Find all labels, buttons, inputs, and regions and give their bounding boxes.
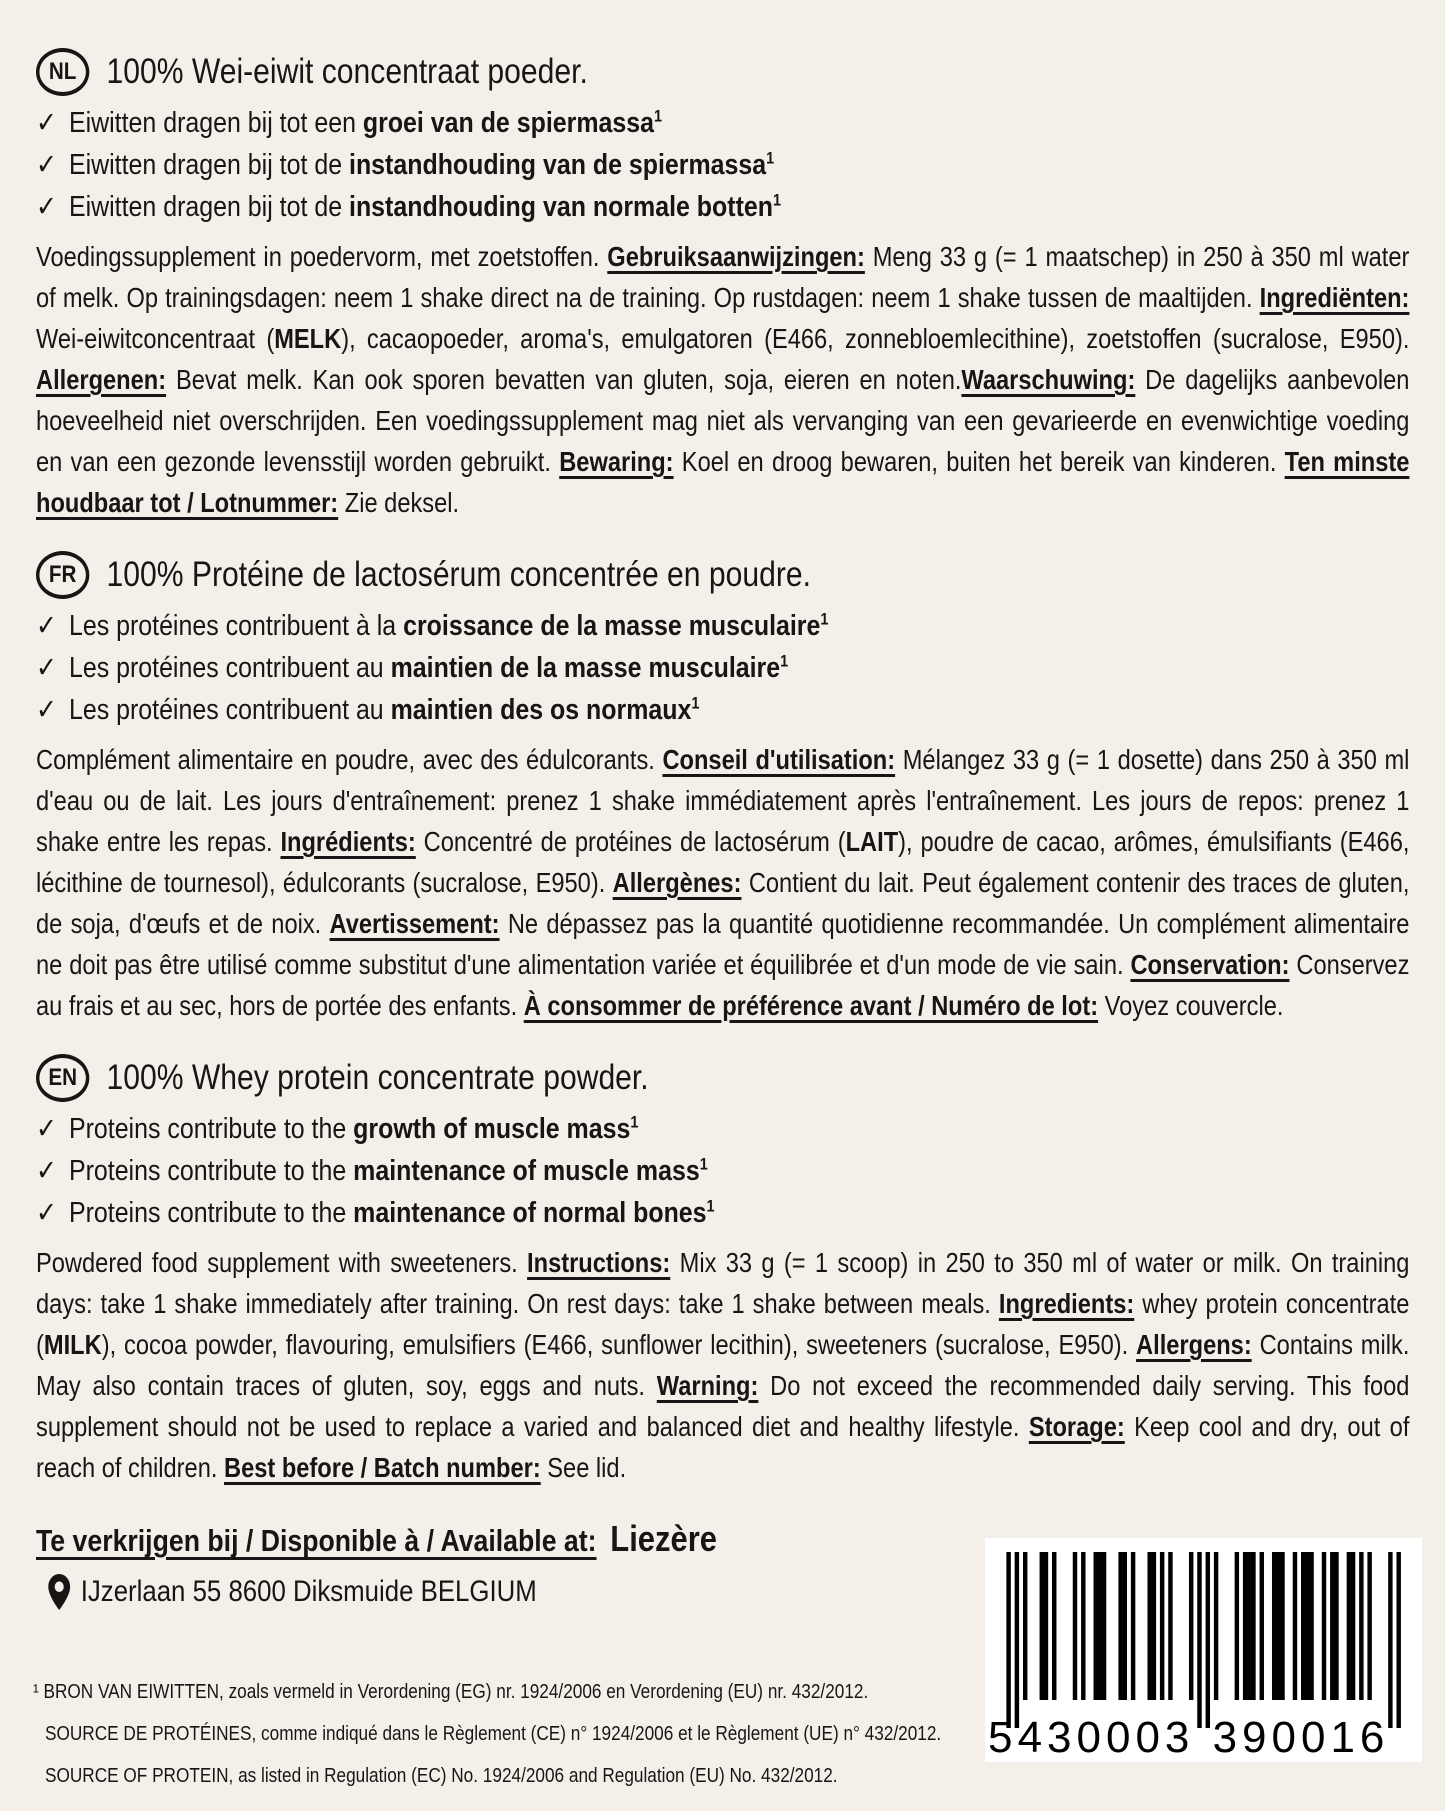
section-en xyxy=(36,1054,1409,1488)
barcode-digit-first: 5 xyxy=(988,1713,1013,1762)
section-body-fr: Complément alimentaire en poudre, avec des édulcorants. Conseil d'utilisation: Mélangez 33 g (= 1 dosette) dans 250 à 350 ml d'eau ou de lait. Les jours d'entraînement: prenez 1 shake immédiatement après l'entraînement. Les jours de repos: prenez 1 shake entre les repas. Ingrédients: Concentré de protéines de lactosérum (LAIT), poudre de cacao, arômes, émulsifiants (E466, lécithine de tournesol), édulcorants (sucralose, E950). Allergènes: Contient du lait. Peut également contenir des traces de gluten, de soja, d'œufs et de noix. Avertissement: Ne dépassez pas la quantité quotidienne recommandée. Un complément alimentaire ne doit pas être utilisé comme substitut d'une alimentation variée et équilibrée et d'un mode de vie sain. Conservation: Conservez au frais et au sec, hors de portée des enfants. À consommer de préférence avant / Numéro de lot: Voyez couvercle. xyxy=(36,744,1410,1021)
claim-text: Eiwitten dragen bij tot de instandhouding van de spiermassa$^1$ xyxy=(68,148,775,181)
section-nl xyxy=(36,48,1409,523)
claim-text: Les protéines contribuent au maintien de la masse musculaire$^1$ xyxy=(68,651,789,684)
check-icon: ✓ xyxy=(36,652,57,684)
footnote-line-en: SOURCE OF PROTEIN, as listed in Regulation (EC) No. 1924/2006 and Regulation (EU) No. 432/2012. xyxy=(45,1765,838,1787)
section-heading-nl: 100% Wei-eiwit concentraat poeder. xyxy=(106,52,588,91)
barcode xyxy=(985,1538,1422,1762)
lang-badge-en: EN xyxy=(36,1054,89,1102)
claim-row xyxy=(36,186,1409,228)
address-text: IJzerlaan 55 8600 Diksmuide BELGIUM xyxy=(80,1575,537,1608)
footnote-line-fr: SOURCE DE PROTÉINES, comme indiqué dans le Règlement (CE) n° 1924/2006 et le Règlement (UE) n° 432/2012. xyxy=(45,1723,942,1745)
check-icon: ✓ xyxy=(36,191,57,223)
check-icon: ✓ xyxy=(36,1155,57,1187)
claim-text: Eiwitten dragen bij tot de instandhouding van normale botten$^1$ xyxy=(68,190,782,223)
check-icon: ✓ xyxy=(36,1197,57,1229)
section-fr xyxy=(36,551,1409,1026)
barcode-svg xyxy=(985,1538,1422,1762)
check-icon: ✓ xyxy=(36,1113,57,1145)
claim-row xyxy=(36,144,1409,186)
claim-text: Proteins contribute to the maintenance of muscle mass$^1$ xyxy=(68,1154,708,1187)
check-icon: ✓ xyxy=(36,610,57,642)
lang-badge-nl: NL xyxy=(36,48,89,96)
claim-text: Proteins contribute to the maintenance of normal bones$^1$ xyxy=(68,1196,715,1229)
check-icon: ✓ xyxy=(36,694,57,726)
claim-row xyxy=(36,102,1409,144)
label-content xyxy=(36,48,1409,1610)
claim-text: Eiwitten dragen bij tot een groei van de spiermassa$^1$ xyxy=(68,106,663,139)
claim-row xyxy=(36,1108,1409,1150)
section-heading-fr: 100% Protéine de lactosérum concentrée en poudre. xyxy=(106,555,811,594)
section-heading-en: 100% Whey protein concentrate powder. xyxy=(106,1058,649,1097)
claim-row xyxy=(36,689,1409,731)
claim-text: Proteins contribute to the growth of muscle mass$^1$ xyxy=(68,1112,639,1145)
barcode-digits-left: 430003 xyxy=(1017,1713,1195,1762)
claim-row xyxy=(36,605,1409,647)
location-pin-icon xyxy=(48,1574,70,1610)
section-header-fr xyxy=(36,551,1409,599)
section-body-nl: Voedingssupplement in poedervorm, met zoetstoffen. Gebruiksaanwijzingen: Meng 33 g (= 1 maatschep) in 250 à 350 ml water of melk. Op trainingsdagen: neem 1 shake direct na de training. Op rustdagen: neem 1 shake tussen de maaltijden. Ingrediënten: Wei-eiwitconcentraat (MELK), cacaopoeder, aroma's, emulgatoren (E466, zonnebloemlecithine), zoetstoffen (sucralose, E950). Allergenen: Bevat melk. Kan ook sporen bevatten van gluten, soja, eieren en noten.Waarschuwing: De dagelijks aanbevolen hoeveelheid niet overschrijden. Een voedingssupplement mag niet als vervanging van een gevarieerde en evenwichtige voeding en van een gezonde levensstijl worden gebruikt. Bewaring: Koel en droog bewaren, buiten het bereik van kinderen. Ten minste houdbaar tot / Lotnummer: Zie deksel. xyxy=(36,241,1410,518)
claim-row xyxy=(36,1150,1409,1192)
available-at-label: Te verkrijgen bij / Disponible à / Available at: xyxy=(36,1523,597,1558)
check-icon: ✓ xyxy=(36,107,57,139)
claim-row xyxy=(36,1192,1409,1234)
lang-badge-fr: FR xyxy=(36,551,89,599)
section-header-nl xyxy=(36,48,1409,96)
section-body-en: Powdered food supplement with sweeteners. Instructions: Mix 33 g (= 1 scoop) in 250 to 350 ml of water or milk. On training days: take 1 shake immediately after training. On rest days: take 1 shake between meals. Ingredients: whey protein concentrate (MILK), cocoa powder, flavouring, emulsifiers (E466, sunflower lecithin), sweeteners (sucralose, E950). Allergens: Contains milk. May also contain traces of gluten, soy, eggs and nuts. Warning: Do not exceed the recommended daily serving. This food supplement should not be used to replace a varied and balanced diet and healthy lifestyle. Storage: Keep cool and dry, out of reach of children. Best before / Batch number: See lid. xyxy=(36,1247,1410,1483)
store-name: Liezère xyxy=(610,1518,717,1559)
check-icon: ✓ xyxy=(36,149,57,181)
claim-text: Les protéines contribuent à la croissance de la masse musculaire$^1$ xyxy=(68,609,829,642)
barcode-digits-right: 390016 xyxy=(1212,1713,1390,1762)
claim-text: Les protéines contribuent au maintien des os normaux$^1$ xyxy=(68,693,700,726)
claim-row xyxy=(36,647,1409,689)
section-header-en xyxy=(36,1054,1409,1102)
footnotes xyxy=(33,1671,1031,1797)
footnote-line-nl: ¹ BRON VAN EIWITTEN, zoals vermeld in Verordening (EG) nr. 1924/2006 en Verordening (EU) nr. 432/2012. xyxy=(33,1681,869,1703)
